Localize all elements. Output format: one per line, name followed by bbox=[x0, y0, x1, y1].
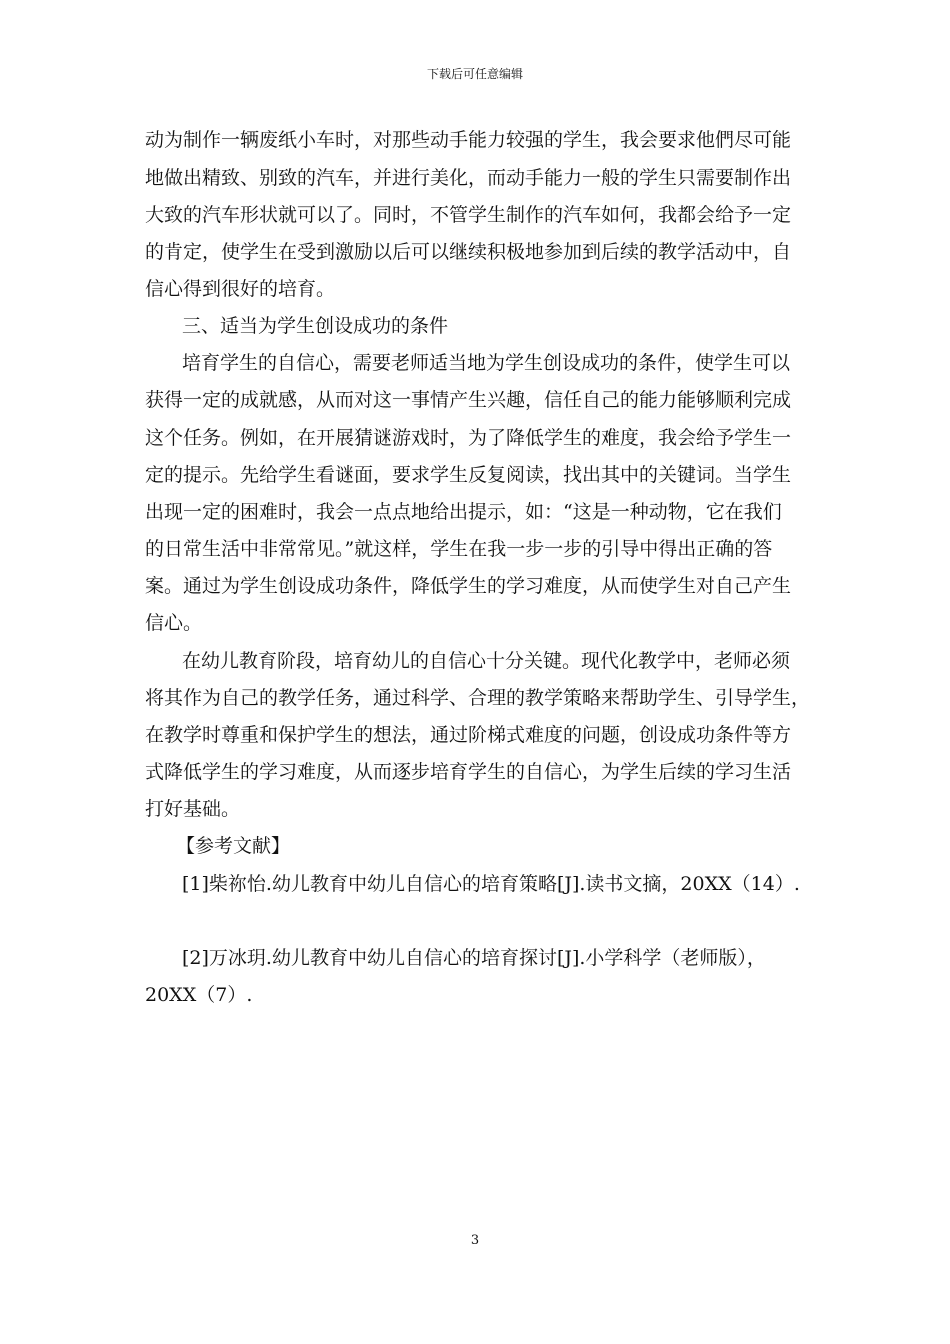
paragraph-line: 大致的汽车形状就可以了。同时，不管学生制作的汽车如何，我都会给予一定 bbox=[145, 204, 792, 226]
paragraph-line: 信心得到很好的培育。 bbox=[145, 278, 336, 300]
paragraph-line: 培育学生的自信心，需要老师适当地为学生创设成功的条件，使学生可以 bbox=[182, 352, 791, 374]
paragraph-line: 动为制作一辆废纸小车时，对那些动手能力较强的学生，我会要求他們尽可能 bbox=[145, 129, 792, 151]
paragraph-line: 地做出精致、别致的汽车，并进行美化，而动手能力一般的学生只需要制作出 bbox=[145, 167, 792, 189]
paragraph-line: 在幼儿教育阶段，培育幼儿的自信心十分关键。现代化教学中，老师必须 bbox=[182, 650, 791, 672]
references-heading: 【参考文献】 bbox=[176, 835, 291, 857]
page-number: 3 bbox=[470, 1233, 480, 1248]
paragraph-line: 出现一定的困难时，我会一点点地给出提示，如：“这是一种动物，它在我们 bbox=[145, 501, 782, 523]
reference-item: [1]柴祢怡.幼儿教育中幼儿自信心的培育策略[J].读书文摘，20XX（14）. bbox=[182, 873, 800, 895]
reference-item: [2]万冰玥.幼儿教育中幼儿自信心的培育探讨[J].小学科学（老师版）， bbox=[182, 947, 766, 969]
section-heading: 三、适当为学生创设成功的条件 bbox=[182, 315, 449, 337]
paragraph-line: 定的提示。先给学生看谜面，要求学生反复阅读，找出其中的关键词。当学生 bbox=[145, 464, 792, 486]
paragraph-line: 这个任务。例如，在开展猜谜游戏时，为了降低学生的难度，我会给予学生一 bbox=[145, 427, 792, 449]
paragraph-line: 获得一定的成就感，从而对这一事情产生兴趣，信任自己的能力能够顺利完成 bbox=[145, 389, 792, 411]
paragraph-line: 打好基础。 bbox=[145, 798, 241, 820]
page-header: 下载后可任意编辑 bbox=[426, 67, 523, 81]
paragraph-line: 信心。 bbox=[145, 612, 203, 634]
paragraph-line: 在教学时尊重和保护学生的想法，通过阶梯式难度的问题，创设成功条件等方 bbox=[145, 724, 792, 746]
paragraph-line: 将其作为自己的教学任务，通过科学、合理的教学策略来帮助学生、引导学生， bbox=[145, 687, 811, 709]
paragraph-line: 案。通过为学生创设成功条件，降低学生的学习难度，从而使学生对自己产生 bbox=[145, 575, 792, 597]
paragraph-line: 的肯定，使学生在受到激励以后可以继续积极地参加到后续的教学活动中，自 bbox=[145, 241, 792, 263]
reference-item-continued: 20XX（7）. bbox=[145, 984, 253, 1006]
paragraph-line: 的日常生活中非常常见。”就这样，学生在我一步一步的引导中得出正确的答 bbox=[145, 538, 773, 560]
paragraph-line: 式降低学生的学习难度，从而逐步培育学生的自信心，为学生后续的学习生活 bbox=[145, 761, 792, 783]
